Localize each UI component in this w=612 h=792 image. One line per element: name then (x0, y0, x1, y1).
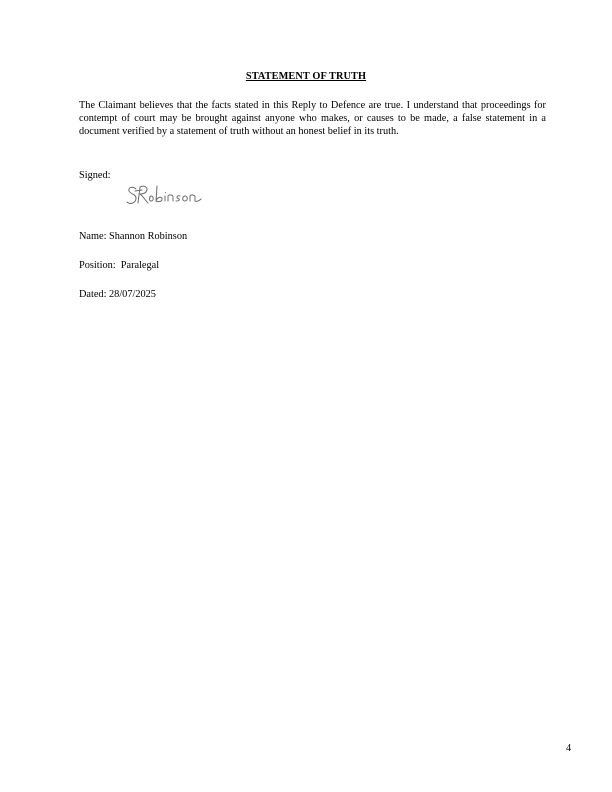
signed-label: Signed: (79, 170, 111, 181)
dated-line: Dated: 28/07/2025 (79, 289, 156, 300)
statement-paragraph: The Claimant believes that the facts stated in this Reply to Defence are true. I understand that proceedings for contempt of court may be brought against anyone who makes, or causes to be made, a false statement in a document verified by a statement of truth without an honest belief in its truth. (79, 100, 546, 137)
document-title: STATEMENT OF TRUTH (245, 71, 367, 82)
page-number: 4 (566, 743, 572, 754)
name-line: Name: Shannon Robinson (79, 231, 188, 242)
handwritten-signature (124, 181, 204, 213)
position-line: Position: Paralegal (79, 260, 160, 271)
